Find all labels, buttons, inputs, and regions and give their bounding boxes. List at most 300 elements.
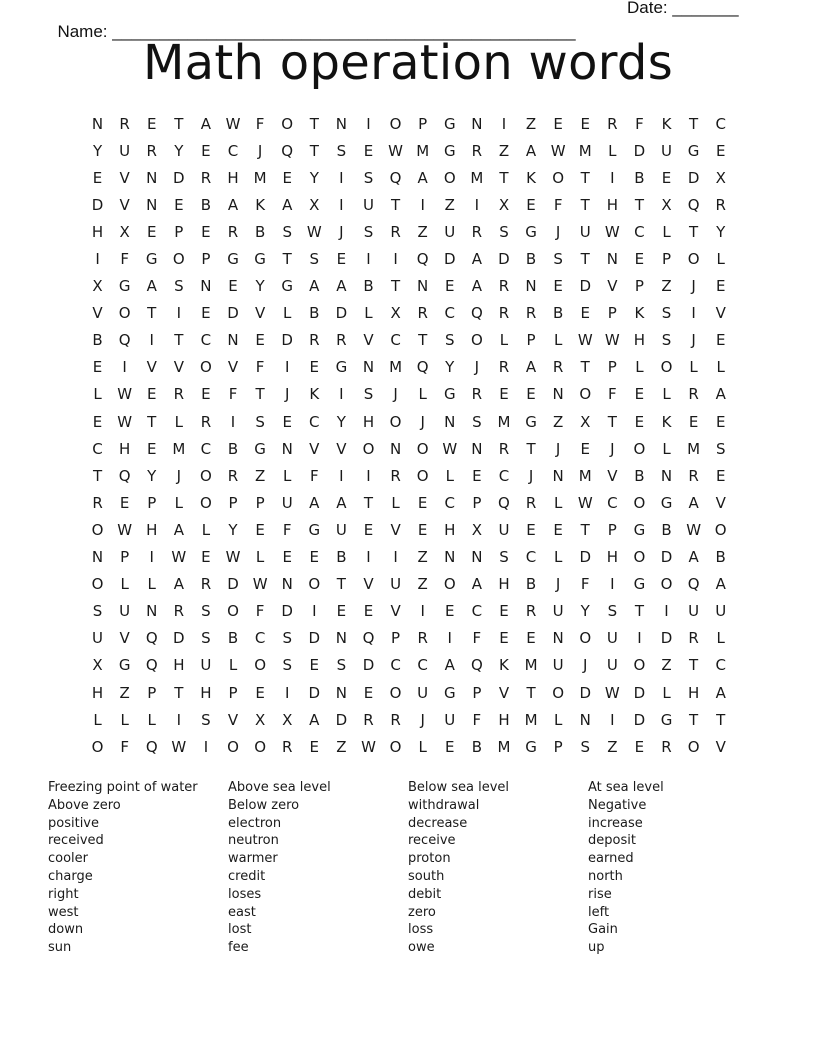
- grid-letter[interactable]: P: [661, 250, 672, 269]
- grid-letter[interactable]: C: [200, 331, 212, 350]
- grid-letter[interactable]: V: [119, 629, 130, 648]
- grid-letter[interactable]: D: [633, 683, 646, 702]
- grid-letter[interactable]: G: [660, 710, 673, 729]
- grid-letter[interactable]: B: [336, 548, 347, 567]
- grid-letter[interactable]: B: [227, 439, 239, 458]
- grid-letter[interactable]: J: [555, 222, 561, 241]
- grid-letter[interactable]: R: [498, 304, 510, 323]
- grid-letter[interactable]: T: [499, 168, 509, 187]
- grid-letter[interactable]: G: [633, 575, 646, 594]
- grid-letter[interactable]: E: [526, 385, 536, 404]
- grid-letter[interactable]: L: [662, 439, 671, 458]
- grid-letter[interactable]: I: [501, 114, 507, 133]
- grid-letter[interactable]: H: [606, 548, 618, 567]
- grid-letter[interactable]: W: [171, 548, 187, 567]
- grid-letter[interactable]: E: [715, 331, 726, 350]
- grid-letter[interactable]: Q: [687, 575, 700, 594]
- grid-letter[interactable]: X: [92, 277, 103, 296]
- grid-letter[interactable]: E: [580, 439, 590, 458]
- grid-letter[interactable]: T: [92, 466, 103, 485]
- grid-letter[interactable]: G: [443, 141, 456, 160]
- grid-letter[interactable]: Y: [147, 466, 157, 485]
- grid-letter[interactable]: C: [715, 114, 726, 133]
- grid-letter[interactable]: V: [173, 358, 184, 377]
- grid-letter[interactable]: E: [92, 412, 103, 431]
- grid-letter[interactable]: W: [117, 385, 133, 404]
- grid-letter[interactable]: O: [470, 331, 483, 350]
- grid-letter[interactable]: Z: [444, 195, 455, 214]
- grid-letter[interactable]: C: [92, 439, 103, 458]
- grid-letter[interactable]: M: [578, 141, 592, 160]
- grid-letter[interactable]: A: [336, 277, 347, 296]
- grid-letter[interactable]: O: [660, 358, 673, 377]
- grid-letter[interactable]: R: [471, 385, 483, 404]
- grid-letter[interactable]: L: [255, 548, 265, 567]
- grid-letter[interactable]: N: [335, 629, 347, 648]
- grid-letter[interactable]: T: [580, 250, 590, 269]
- grid-letter[interactable]: N: [606, 250, 618, 269]
- grid-letter[interactable]: R: [173, 385, 185, 404]
- grid-letter[interactable]: D: [579, 548, 592, 567]
- grid-letter[interactable]: F: [309, 466, 319, 485]
- grid-letter[interactable]: V: [390, 602, 401, 621]
- grid-letter[interactable]: T: [580, 195, 590, 214]
- grid-letter[interactable]: Z: [661, 656, 672, 675]
- grid-letter[interactable]: N: [552, 385, 564, 404]
- grid-letter[interactable]: Q: [118, 331, 131, 350]
- grid-letter[interactable]: O: [687, 737, 700, 756]
- grid-letter[interactable]: A: [688, 548, 699, 567]
- grid-letter[interactable]: E: [309, 548, 320, 567]
- grid-letter[interactable]: O: [633, 493, 646, 512]
- grid-letter[interactable]: J: [257, 141, 263, 160]
- grid-letter[interactable]: B: [363, 277, 374, 296]
- grid-letter[interactable]: D: [335, 304, 348, 323]
- grid-letter[interactable]: P: [228, 683, 238, 702]
- grid-letter[interactable]: S: [92, 602, 103, 621]
- grid-letter[interactable]: S: [336, 656, 347, 675]
- grid-letter[interactable]: R: [227, 222, 239, 241]
- grid-letter[interactable]: H: [687, 683, 700, 702]
- grid-letter[interactable]: U: [606, 629, 618, 648]
- grid-letter[interactable]: W: [604, 222, 620, 241]
- grid-letter[interactable]: O: [254, 737, 267, 756]
- grid-letter[interactable]: T: [174, 114, 184, 133]
- grid-letter[interactable]: I: [312, 602, 317, 621]
- grid-letter[interactable]: G: [525, 412, 537, 431]
- grid-letter[interactable]: K: [255, 195, 266, 214]
- grid-letter[interactable]: S: [363, 385, 374, 404]
- grid-letter[interactable]: X: [661, 195, 672, 214]
- grid-letter[interactable]: O: [443, 168, 456, 187]
- grid-letter[interactable]: T: [174, 331, 184, 350]
- grid-letter[interactable]: S: [336, 141, 347, 160]
- grid-letter[interactable]: S: [201, 710, 211, 729]
- grid-letter[interactable]: D: [633, 710, 646, 729]
- grid-letter[interactable]: C: [227, 141, 239, 160]
- grid-letter[interactable]: T: [282, 250, 292, 269]
- grid-letter[interactable]: N: [579, 710, 591, 729]
- grid-letter[interactable]: S: [553, 250, 563, 269]
- grid-letter[interactable]: E: [309, 656, 320, 675]
- grid-letter[interactable]: O: [118, 304, 131, 323]
- grid-letter[interactable]: W: [550, 141, 566, 160]
- grid-letter[interactable]: L: [662, 683, 671, 702]
- grid-letter[interactable]: C: [254, 629, 266, 648]
- grid-letter[interactable]: A: [715, 683, 726, 702]
- grid-letter[interactable]: J: [393, 385, 398, 404]
- grid-letter[interactable]: L: [418, 385, 427, 404]
- grid-letter[interactable]: D: [362, 656, 375, 675]
- grid-letter[interactable]: J: [555, 575, 561, 594]
- grid-letter[interactable]: F: [282, 520, 292, 539]
- grid-letter[interactable]: R: [146, 141, 157, 160]
- grid-letter[interactable]: D: [281, 602, 293, 621]
- grid-letter[interactable]: S: [255, 412, 265, 431]
- grid-letter[interactable]: X: [715, 168, 726, 187]
- grid-letter[interactable]: A: [309, 277, 320, 296]
- grid-letter[interactable]: A: [471, 575, 482, 594]
- grid-letter[interactable]: X: [282, 710, 293, 729]
- grid-letter[interactable]: F: [472, 629, 482, 648]
- grid-letter[interactable]: S: [309, 250, 320, 269]
- grid-letter[interactable]: A: [336, 493, 347, 512]
- grid-letter[interactable]: L: [499, 331, 509, 350]
- grid-letter[interactable]: G: [118, 656, 131, 675]
- grid-letter[interactable]: D: [173, 629, 185, 648]
- grid-letter[interactable]: T: [309, 114, 319, 133]
- grid-letter[interactable]: Z: [661, 277, 672, 296]
- grid-letter[interactable]: I: [203, 737, 209, 756]
- grid-letter[interactable]: O: [91, 737, 104, 756]
- grid-letter[interactable]: I: [366, 466, 371, 485]
- grid-letter[interactable]: T: [689, 222, 699, 241]
- grid-letter[interactable]: T: [255, 385, 265, 404]
- grid-letter[interactable]: R: [200, 575, 212, 594]
- grid-letter[interactable]: R: [471, 222, 483, 241]
- grid-letter[interactable]: D: [173, 168, 185, 187]
- grid-letter[interactable]: L: [662, 385, 671, 404]
- grid-letter[interactable]: S: [661, 331, 672, 350]
- grid-letter[interactable]: N: [552, 466, 564, 485]
- grid-letter[interactable]: O: [362, 439, 375, 458]
- grid-letter[interactable]: O: [308, 575, 321, 594]
- grid-letter[interactable]: W: [361, 737, 376, 756]
- grid-letter[interactable]: W: [225, 114, 241, 133]
- grid-letter[interactable]: J: [528, 466, 534, 485]
- grid-letter[interactable]: O: [633, 548, 646, 567]
- grid-letter[interactable]: S: [661, 304, 672, 323]
- grid-letter[interactable]: U: [579, 222, 591, 241]
- grid-letter[interactable]: B: [525, 575, 537, 594]
- grid-letter[interactable]: L: [147, 710, 156, 729]
- grid-letter[interactable]: A: [173, 520, 184, 539]
- grid-letter[interactable]: V: [309, 439, 320, 458]
- grid-letter[interactable]: R: [336, 331, 347, 350]
- grid-letter[interactable]: X: [471, 520, 482, 539]
- grid-letter[interactable]: D: [660, 548, 673, 567]
- grid-letter[interactable]: V: [254, 304, 266, 323]
- grid-letter[interactable]: I: [366, 114, 371, 133]
- grid-letter[interactable]: G: [443, 385, 456, 404]
- grid-letter[interactable]: U: [552, 656, 564, 675]
- grid-letter[interactable]: D: [633, 141, 646, 160]
- grid-letter[interactable]: L: [174, 412, 183, 431]
- grid-letter[interactable]: C: [471, 602, 483, 621]
- grid-letter[interactable]: S: [445, 331, 455, 350]
- grid-letter[interactable]: G: [254, 250, 266, 269]
- grid-letter[interactable]: H: [173, 656, 185, 675]
- grid-letter[interactable]: M: [687, 439, 701, 458]
- grid-letter[interactable]: K: [309, 385, 320, 404]
- grid-letter[interactable]: L: [93, 710, 102, 729]
- grid-letter[interactable]: J: [474, 358, 480, 377]
- grid-letter[interactable]: S: [282, 656, 292, 675]
- grid-letter[interactable]: E: [417, 520, 428, 539]
- grid-letter[interactable]: Y: [92, 141, 103, 160]
- grid-letter[interactable]: L: [553, 493, 563, 512]
- grid-letter[interactable]: T: [580, 358, 590, 377]
- grid-letter[interactable]: N: [660, 466, 673, 485]
- grid-letter[interactable]: D: [227, 304, 239, 323]
- grid-letter[interactable]: N: [552, 629, 564, 648]
- grid-letter[interactable]: H: [91, 222, 104, 241]
- grid-letter[interactable]: R: [309, 331, 320, 350]
- grid-letter[interactable]: T: [526, 683, 536, 702]
- grid-letter[interactable]: T: [147, 304, 157, 323]
- grid-letter[interactable]: Y: [228, 520, 238, 539]
- grid-letter[interactable]: E: [553, 520, 563, 539]
- grid-letter[interactable]: L: [716, 250, 725, 269]
- grid-letter[interactable]: O: [200, 358, 212, 377]
- grid-letter[interactable]: A: [417, 168, 428, 187]
- grid-letter[interactable]: E: [255, 331, 265, 350]
- grid-letter[interactable]: L: [553, 710, 563, 729]
- grid-letter[interactable]: T: [716, 710, 726, 729]
- grid-letter[interactable]: I: [284, 358, 290, 377]
- grid-letter[interactable]: L: [120, 575, 129, 594]
- grid-letter[interactable]: O: [389, 412, 402, 431]
- grid-letter[interactable]: D: [579, 277, 592, 296]
- grid-letter[interactable]: W: [171, 737, 187, 756]
- grid-letter[interactable]: P: [553, 737, 563, 756]
- grid-letter[interactable]: P: [255, 493, 265, 512]
- grid-letter[interactable]: E: [363, 602, 374, 621]
- grid-letter[interactable]: V: [498, 683, 510, 702]
- grid-letter[interactable]: F: [635, 114, 644, 133]
- grid-letter[interactable]: R: [200, 168, 212, 187]
- grid-letter[interactable]: S: [282, 629, 292, 648]
- grid-letter[interactable]: H: [498, 710, 510, 729]
- grid-letter[interactable]: E: [174, 195, 184, 214]
- grid-letter[interactable]: A: [227, 195, 239, 214]
- grid-letter[interactable]: M: [497, 412, 511, 431]
- grid-letter[interactable]: E: [255, 520, 265, 539]
- grid-letter[interactable]: I: [366, 548, 371, 567]
- grid-letter[interactable]: O: [172, 250, 185, 269]
- grid-letter[interactable]: M: [172, 439, 186, 458]
- grid-letter[interactable]: Q: [145, 629, 158, 648]
- grid-letter[interactable]: I: [691, 304, 696, 323]
- grid-letter[interactable]: C: [525, 548, 537, 567]
- grid-letter[interactable]: O: [281, 114, 294, 133]
- grid-letter[interactable]: J: [583, 656, 588, 675]
- grid-letter[interactable]: S: [472, 412, 482, 431]
- grid-letter[interactable]: W: [252, 575, 268, 594]
- grid-letter[interactable]: N: [444, 412, 456, 431]
- grid-letter[interactable]: N: [471, 548, 483, 567]
- grid-letter[interactable]: Z: [417, 222, 428, 241]
- grid-letter[interactable]: U: [119, 602, 131, 621]
- grid-letter[interactable]: W: [577, 331, 593, 350]
- grid-letter[interactable]: R: [281, 737, 293, 756]
- grid-letter[interactable]: V: [607, 277, 618, 296]
- grid-letter[interactable]: G: [145, 250, 158, 269]
- grid-letter[interactable]: I: [176, 710, 182, 729]
- grid-letter[interactable]: I: [176, 304, 182, 323]
- grid-letter[interactable]: U: [119, 141, 131, 160]
- grid-letter[interactable]: E: [146, 222, 157, 241]
- grid-letter[interactable]: G: [633, 520, 646, 539]
- grid-letter[interactable]: P: [391, 629, 401, 648]
- grid-letter[interactable]: R: [525, 493, 537, 512]
- grid-letter[interactable]: D: [443, 250, 456, 269]
- grid-letter[interactable]: M: [389, 358, 403, 377]
- grid-letter[interactable]: X: [390, 304, 401, 323]
- grid-letter[interactable]: J: [691, 277, 696, 296]
- grid-letter[interactable]: L: [201, 520, 211, 539]
- grid-letter[interactable]: P: [472, 493, 482, 512]
- grid-letter[interactable]: V: [146, 358, 157, 377]
- grid-letter[interactable]: J: [555, 439, 561, 458]
- grid-letter[interactable]: H: [119, 439, 131, 458]
- grid-letter[interactable]: Y: [336, 412, 346, 431]
- grid-letter[interactable]: B: [254, 222, 266, 241]
- grid-letter[interactable]: R: [390, 466, 401, 485]
- grid-letter[interactable]: T: [580, 520, 590, 539]
- grid-letter[interactable]: L: [120, 710, 129, 729]
- grid-letter[interactable]: G: [335, 358, 348, 377]
- grid-letter[interactable]: S: [499, 222, 509, 241]
- grid-letter[interactable]: C: [715, 656, 726, 675]
- grid-letter[interactable]: E: [526, 520, 536, 539]
- grid-letter[interactable]: B: [309, 304, 320, 323]
- grid-letter[interactable]: P: [147, 683, 157, 702]
- grid-letter[interactable]: R: [607, 114, 618, 133]
- grid-letter[interactable]: D: [281, 331, 293, 350]
- grid-letter[interactable]: K: [526, 168, 536, 187]
- grid-letter[interactable]: Q: [416, 250, 429, 269]
- grid-letter[interactable]: G: [118, 277, 131, 296]
- grid-letter[interactable]: A: [715, 385, 726, 404]
- grid-letter[interactable]: I: [366, 250, 371, 269]
- grid-letter[interactable]: Y: [174, 141, 184, 160]
- grid-letter[interactable]: E: [715, 277, 726, 296]
- grid-letter[interactable]: Z: [553, 412, 564, 431]
- grid-letter[interactable]: R: [471, 141, 483, 160]
- grid-letter[interactable]: O: [91, 575, 104, 594]
- grid-letter[interactable]: R: [417, 304, 428, 323]
- grid-letter[interactable]: N: [146, 195, 158, 214]
- grid-letter[interactable]: V: [363, 575, 374, 594]
- grid-letter[interactable]: Z: [498, 141, 510, 160]
- grid-letter[interactable]: O: [200, 466, 212, 485]
- grid-letter[interactable]: W: [225, 548, 241, 567]
- grid-letter[interactable]: S: [499, 548, 509, 567]
- grid-letter[interactable]: E: [553, 114, 563, 133]
- grid-letter[interactable]: N: [200, 277, 212, 296]
- grid-letter[interactable]: P: [472, 683, 482, 702]
- grid-letter[interactable]: V: [336, 439, 347, 458]
- grid-letter[interactable]: E: [634, 737, 645, 756]
- grid-letter[interactable]: Q: [498, 493, 510, 512]
- grid-letter[interactable]: A: [282, 195, 293, 214]
- grid-letter[interactable]: I: [393, 548, 398, 567]
- grid-letter[interactable]: V: [227, 710, 239, 729]
- grid-letter[interactable]: I: [339, 195, 344, 214]
- grid-letter[interactable]: L: [283, 466, 292, 485]
- grid-letter[interactable]: R: [498, 358, 510, 377]
- grid-letter[interactable]: E: [282, 168, 292, 187]
- grid-letter[interactable]: U: [281, 493, 293, 512]
- grid-letter[interactable]: H: [91, 683, 104, 702]
- grid-letter[interactable]: U: [444, 222, 456, 241]
- grid-letter[interactable]: A: [471, 277, 482, 296]
- grid-letter[interactable]: A: [309, 710, 320, 729]
- grid-letter[interactable]: N: [227, 331, 239, 350]
- grid-letter[interactable]: A: [525, 141, 537, 160]
- grid-letter[interactable]: J: [339, 222, 344, 241]
- grid-letter[interactable]: L: [147, 575, 156, 594]
- grid-letter[interactable]: K: [661, 412, 672, 431]
- grid-letter[interactable]: D: [687, 168, 700, 187]
- grid-letter[interactable]: O: [389, 737, 402, 756]
- grid-letter[interactable]: B: [200, 195, 212, 214]
- grid-letter[interactable]: P: [418, 114, 428, 133]
- grid-letter[interactable]: N: [471, 114, 483, 133]
- grid-letter[interactable]: L: [608, 141, 617, 160]
- grid-letter[interactable]: M: [470, 168, 484, 187]
- grid-letter[interactable]: R: [525, 602, 537, 621]
- grid-letter[interactable]: Q: [281, 141, 294, 160]
- grid-letter[interactable]: I: [339, 168, 344, 187]
- grid-letter[interactable]: M: [416, 141, 430, 160]
- grid-letter[interactable]: I: [420, 195, 425, 214]
- grid-letter[interactable]: T: [174, 683, 184, 702]
- grid-letter[interactable]: R: [715, 195, 726, 214]
- grid-letter[interactable]: Z: [417, 575, 428, 594]
- grid-letter[interactable]: B: [92, 331, 103, 350]
- grid-letter[interactable]: Q: [389, 168, 402, 187]
- grid-letter[interactable]: I: [420, 602, 425, 621]
- grid-letter[interactable]: E: [445, 602, 455, 621]
- grid-letter[interactable]: R: [417, 629, 428, 648]
- grid-letter[interactable]: S: [363, 222, 374, 241]
- grid-letter[interactable]: T: [689, 710, 699, 729]
- grid-letter[interactable]: C: [390, 331, 401, 350]
- grid-letter[interactable]: Q: [118, 466, 131, 485]
- grid-letter[interactable]: A: [525, 358, 537, 377]
- grid-letter[interactable]: S: [580, 737, 590, 756]
- grid-letter[interactable]: G: [443, 114, 456, 133]
- grid-letter[interactable]: R: [92, 493, 103, 512]
- grid-letter[interactable]: R: [688, 466, 699, 485]
- grid-letter[interactable]: A: [173, 575, 184, 594]
- grid-letter[interactable]: D: [498, 250, 510, 269]
- grid-letter[interactable]: F: [255, 602, 265, 621]
- grid-letter[interactable]: U: [715, 602, 727, 621]
- grid-letter[interactable]: P: [634, 277, 644, 296]
